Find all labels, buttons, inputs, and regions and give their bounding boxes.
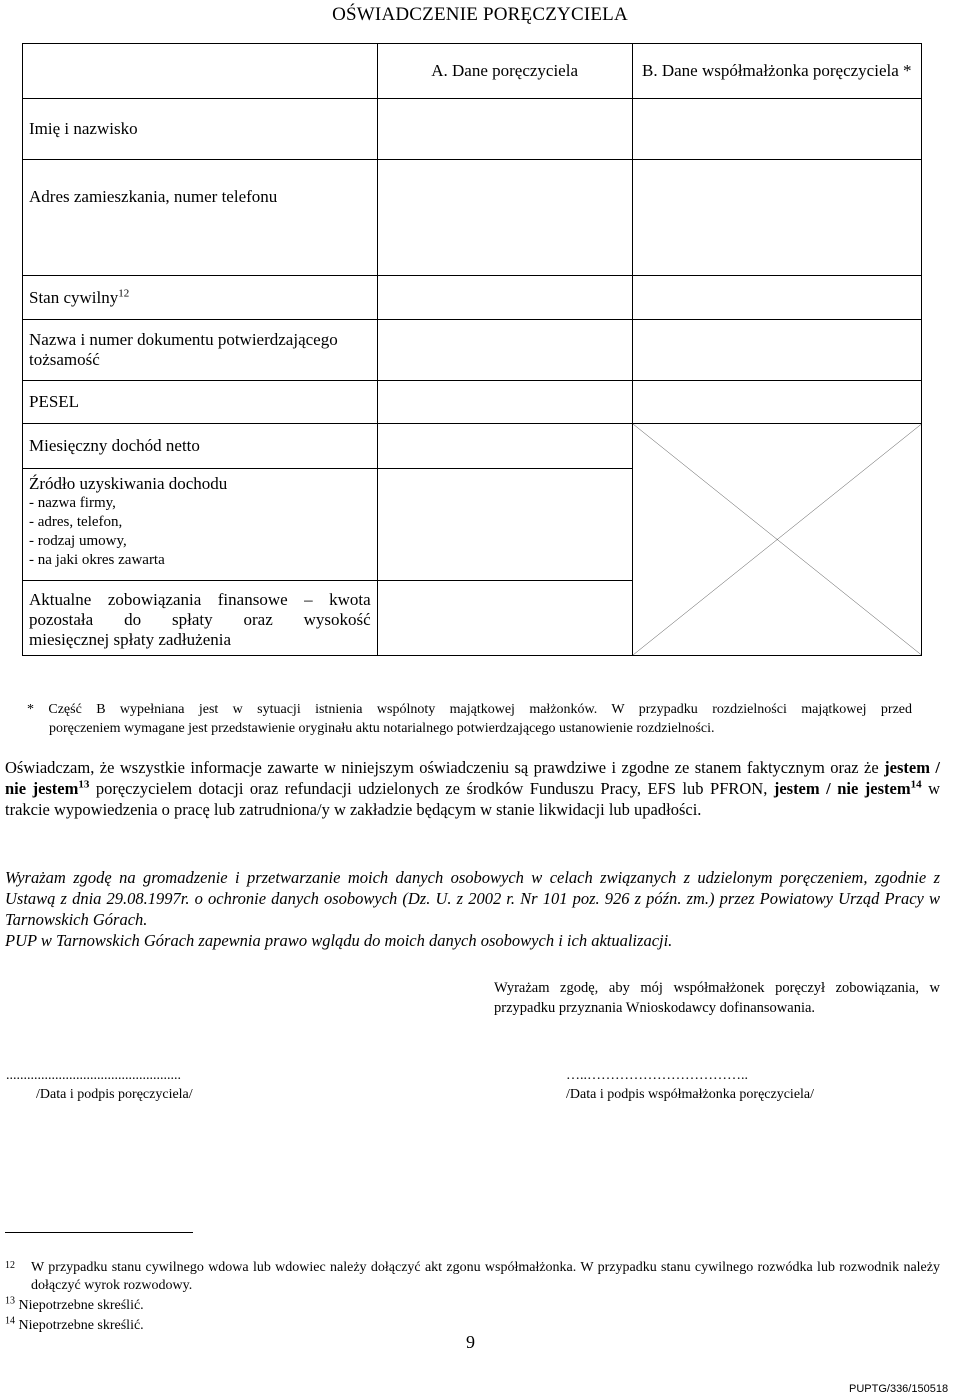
- label-marital-text: Stan cywilny: [29, 287, 119, 307]
- income-source-item: - rodzaj umowy,: [29, 533, 127, 549]
- row-id-document: [23, 320, 922, 381]
- footnote-13: [5, 1297, 144, 1315]
- income-source-item: - adres, telefon,: [29, 514, 123, 530]
- label-income: Miesięczny dochód netto: [23, 424, 378, 469]
- note-line: * Część B wypełniana jest w sytuacji istnienia wspólnoty majątkowej małżonków. W przypadku rozdzielności majątkowej przed: [27, 702, 912, 717]
- footnote-ref-14: 14: [910, 778, 922, 791]
- guarantor-form-table: [22, 43, 922, 656]
- declaration-choice-2: jestem / nie jestem: [773, 779, 911, 798]
- consent-text-access: PUP w Tarnowskich Górach zapewnia prawo wglądu do moich danych osobowych i ich aktualizacji.: [5, 931, 673, 950]
- row-name: [23, 99, 922, 160]
- field-id-document-b[interactable]: [632, 320, 921, 381]
- obligations-line: pozostała do spłaty oraz wysokość: [29, 610, 371, 629]
- row-income: [23, 424, 922, 469]
- declaration-text: poręczycielem dotacji oraz refundacji udzielonych ze środków Funduszu Pracy, EFS lub PFRON,: [89, 779, 774, 798]
- footnote-ref-13: 13: [78, 778, 90, 791]
- label-pesel: PESEL: [23, 381, 378, 424]
- header-empty-cell: [23, 44, 378, 99]
- footnote-text-content: W przypadku stanu cywilnego wdowa lub wdowiec należy dołączyć akt zgonu współmałżonka. W przypadku stanu cywilnego rozwódka lub rozwodnik należy dołączyć wyrok rozwodowy.: [31, 1260, 940, 1293]
- document-code: PUPTG/336/150518: [849, 1383, 949, 1395]
- spouse-consent: Wyrażam zgodę, aby mój współmałżonek poręczył zobowiązania, w przypadku przyznania Wnioskodawcy dofinansowania.: [494, 980, 940, 1016]
- label-name: Imię i nazwisko: [23, 99, 378, 160]
- guarantor-signature-dots: ..................................................: [6, 1068, 181, 1083]
- footnote-14: [5, 1317, 144, 1335]
- field-marital-a[interactable]: [377, 276, 632, 320]
- field-pesel-b[interactable]: [632, 381, 921, 424]
- page-number: 9: [466, 1332, 475, 1352]
- declaration-text: w trakcie wypowiedzenia o pracę lub zatrudniona/y w zakładzie będącym w stanie likwidacji lub upadłości.: [5, 779, 940, 819]
- obligations-line: Aktualne zobowiązania finansowe – kwota: [29, 590, 371, 609]
- label-obligations: [23, 581, 378, 656]
- field-name-a[interactable]: [377, 99, 632, 160]
- income-source-item: - na jaki okres zawarta: [29, 552, 165, 568]
- cross-out-lines: [633, 424, 921, 655]
- footnote-separator: [5, 1232, 193, 1233]
- declaration-text: Oświadczam, że wszystkie informacje zawarte w niniejszym oświadczeniu są prawdziwe i zgodne ze stanem faktycznym oraz że: [5, 758, 885, 777]
- spouse-signature-dots: …..……………………………..: [566, 1068, 748, 1083]
- field-address-a[interactable]: [377, 160, 632, 276]
- guarantor-signature-label: /Data i podpis poręczyciela/: [36, 1087, 193, 1102]
- footnote-text: Niepotrzebne skreślić.: [18, 1298, 144, 1313]
- label-address-text: Adres zamieszkania, numer telefonu: [29, 187, 278, 206]
- note-line: poręczeniem wymagane jest przedstawienie oryginału aktu notarialnego potwierdzającego ustanowienie rozdzielności.: [49, 721, 715, 736]
- footnote-text: Niepotrzebne skreślić.: [18, 1318, 144, 1333]
- column-header-a: A. Dane poręczyciela: [377, 44, 632, 99]
- footnote-number: 14: [5, 1315, 15, 1327]
- footnote-number: 13: [5, 1295, 15, 1307]
- label-marital-status: [23, 276, 378, 320]
- income-source-item: - nazwa firmy,: [29, 495, 116, 511]
- field-income-a[interactable]: [377, 424, 632, 469]
- footnote-ref-12: 12: [118, 286, 130, 299]
- label-address: [23, 160, 378, 276]
- income-source-title: Źródło uzyskiwania dochodu: [29, 474, 228, 493]
- label-income-source: [23, 469, 378, 581]
- spouse-section-note: [27, 700, 912, 738]
- field-income-source-a[interactable]: [377, 469, 632, 581]
- consent-text: Wyrażam zgodę na gromadzenie i przetwarzanie moich danych osobowych w celach związanych z udzielonym poręczeniem, zgodnie z Ustawą z dnia 29.08.1997r. o ochronie danych osobowych (Dz. U. z 2002 r. Nr 101 poz. 926 z późn. zm.) przez Powiatowy Urząd Pracy w Tarnowskich Górach.: [5, 868, 940, 929]
- field-id-document-a[interactable]: [377, 320, 632, 381]
- field-obligations-a[interactable]: [377, 581, 632, 656]
- page-title: OŚWIADCZENIE PORĘCZYCIELA: [332, 4, 628, 25]
- field-pesel-a[interactable]: [377, 381, 632, 424]
- row-address: [23, 160, 922, 276]
- row-pesel: [23, 381, 922, 424]
- field-name-b[interactable]: [632, 99, 921, 160]
- declaration-paragraph: [5, 757, 940, 820]
- footnote-number: 12: [5, 1260, 15, 1271]
- label-id-document: Nazwa i numer dokumentu potwierdzającego tożsamość: [23, 320, 378, 381]
- data-consent: [5, 867, 940, 951]
- field-marital-b[interactable]: [632, 276, 921, 320]
- column-header-b: B. Dane współmałżonka poręczyciela *: [632, 44, 921, 99]
- footnote-12: [5, 1259, 940, 1295]
- row-marital-status: [23, 276, 922, 320]
- footnote-text: [31, 1259, 940, 1295]
- field-address-b[interactable]: [632, 160, 921, 276]
- table-header-row: [23, 44, 922, 99]
- spouse-signature-label: /Data i podpis współmałżonka poręczyciela/: [566, 1087, 815, 1102]
- obligations-line: miesięcznej spłaty zadłużenia: [29, 630, 232, 649]
- declaration-choice-1: jestem / nie jestem: [5, 758, 940, 798]
- crossed-out-cell: [632, 424, 921, 656]
